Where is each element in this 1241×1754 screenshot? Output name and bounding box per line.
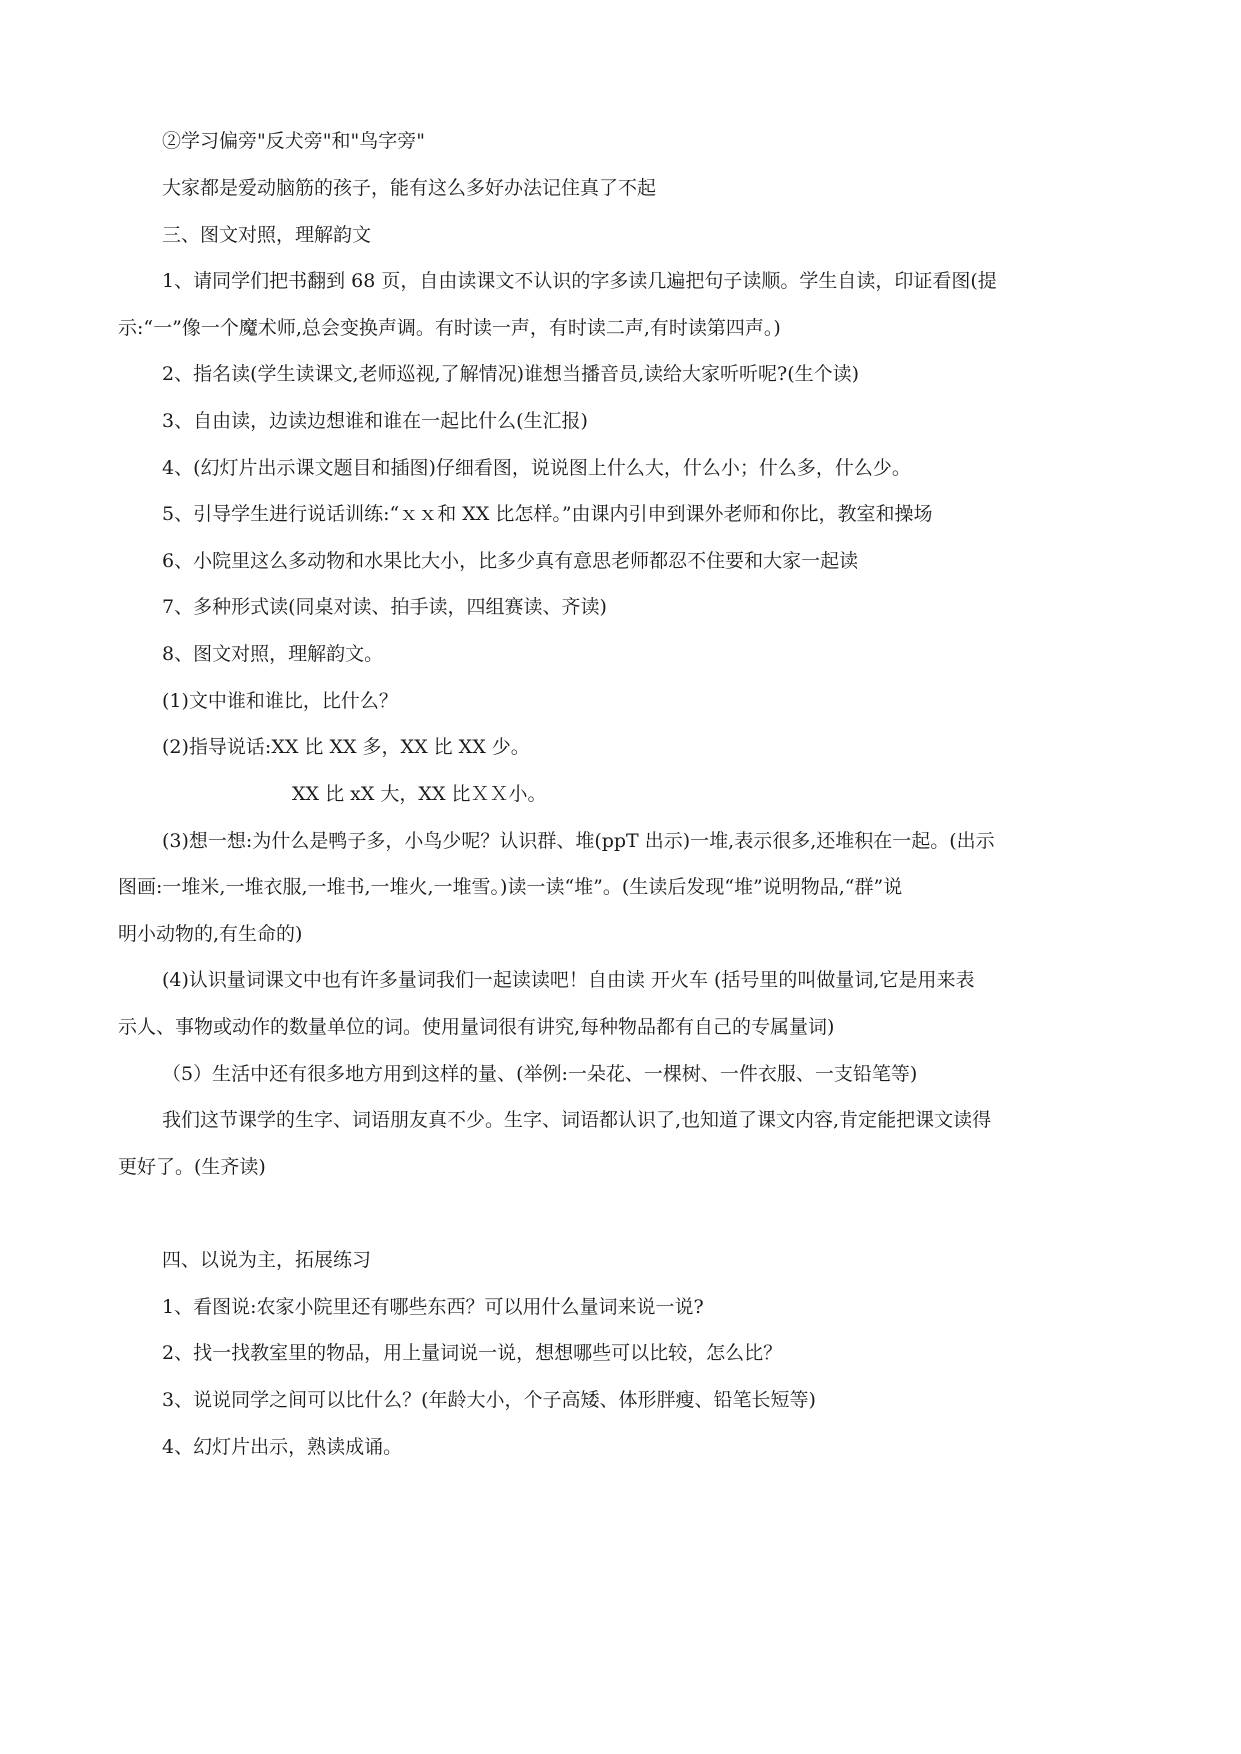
sub-step-2-pattern: XX 比 xX 大，XX 比ＸＸ小。 xyxy=(292,783,547,805)
step-4: 4、(幻灯片出示课文题目和插图)仔细看图，说说图上什么大，什么小；什么多，什么少。 xyxy=(162,457,911,479)
line-radical-study: ②学习偏旁"反犬旁"和"鸟字旁" xyxy=(162,130,425,152)
practice-2: 2、找一找教室里的物品，用上量词说一说，想想哪些可以比较，怎么比？ xyxy=(162,1342,783,1364)
step-2: 2、指名读(学生读课文,老师巡视,了解情况)谁想当播音员,读给大家听听呢?(生个读) xyxy=(162,363,860,385)
practice-4: 4、幻灯片出示，熟读成诵。 xyxy=(162,1436,403,1458)
sub-step-4: (4)认识量词课文中也有许多量词我们一起读读吧！自由读 开火车 (括号里的叫做量词,它是用来表 xyxy=(162,969,975,991)
step-6: 6、小院里这么多动物和水果比大小，比多少真有意思老师都忍不住要和大家一起读 xyxy=(162,550,859,572)
sub-step-1: (1)文中谁和谁比，比什么？ xyxy=(162,690,398,712)
step-1-continued: 示:“一”像一个魔术师,总会变换声调。有时读一声，有时读二声,有时读第四声。) xyxy=(118,317,781,339)
sub-step-3-continued: 图画:一堆米,一堆衣服,一堆书,一堆火,一堆雪。)读一读“堆”。(生读后发现“堆”说明物品,“群”说 xyxy=(118,876,903,898)
summary: 我们这节课学的生字、词语朋友真不少。生字、词语都认识了,也知道了课文内容,肯定能把课文读得 xyxy=(162,1109,992,1131)
sub-step-4-continued: 示人、事物或动作的数量单位的词。使用量词很有讲究,每种物品都有自己的专属量词) xyxy=(118,1016,835,1038)
summary-continued: 更好了。(生齐读) xyxy=(118,1156,266,1178)
step-8: 8、图文对照，理解韵文。 xyxy=(162,643,384,665)
step-7: 7、多种形式读(同桌对读、拍手读，四组赛读、齐读) xyxy=(162,596,607,618)
section-heading-4: 四、以说为主，拓展练习 xyxy=(162,1249,372,1271)
line-praise: 大家都是爱动脑筋的孩子，能有这么多好办法记住真了不起 xyxy=(162,177,657,199)
step-3: 3、自由读，边读边想谁和谁在一起比什么(生汇报) xyxy=(162,410,588,432)
sub-step-3: (3)想一想:为什么是鸭子多，小鸟少呢？认识群、堆(ppT 出示)一堆,表示很多,还堆积在一起。(出示 xyxy=(162,830,995,852)
step-1: 1、请同学们把书翻到 68 页，自由读课文不认识的字多读几遍把句子读顺。学生自读，印证看图(提 xyxy=(162,270,997,292)
sub-step-5: （5）生活中还有很多地方用到这样的量、(举例:一朵花、一棵树、一件衣服、一支铅笔等) xyxy=(162,1063,918,1085)
sub-step-2: (2)指导说话:XX 比 XX 多，XX 比 XX 少。 xyxy=(162,736,530,758)
sub-step-3-end: 明小动物的,有生命的) xyxy=(118,923,303,945)
practice-3: 3、说说同学之间可以比什么？(年龄大小，个子高矮、体形胖瘦、铅笔长短等) xyxy=(162,1389,816,1411)
step-5: 5、引导学生进行说话训练:“ｘｘ和 XX 比怎样。”由课内引申到课外老师和你比，教室和操场 xyxy=(162,503,933,525)
practice-1: 1、看图说:农家小院里还有哪些东西？可以用什么量词来说一说? xyxy=(162,1296,704,1318)
section-heading-3: 三、图文对照，理解韵文 xyxy=(162,224,372,246)
